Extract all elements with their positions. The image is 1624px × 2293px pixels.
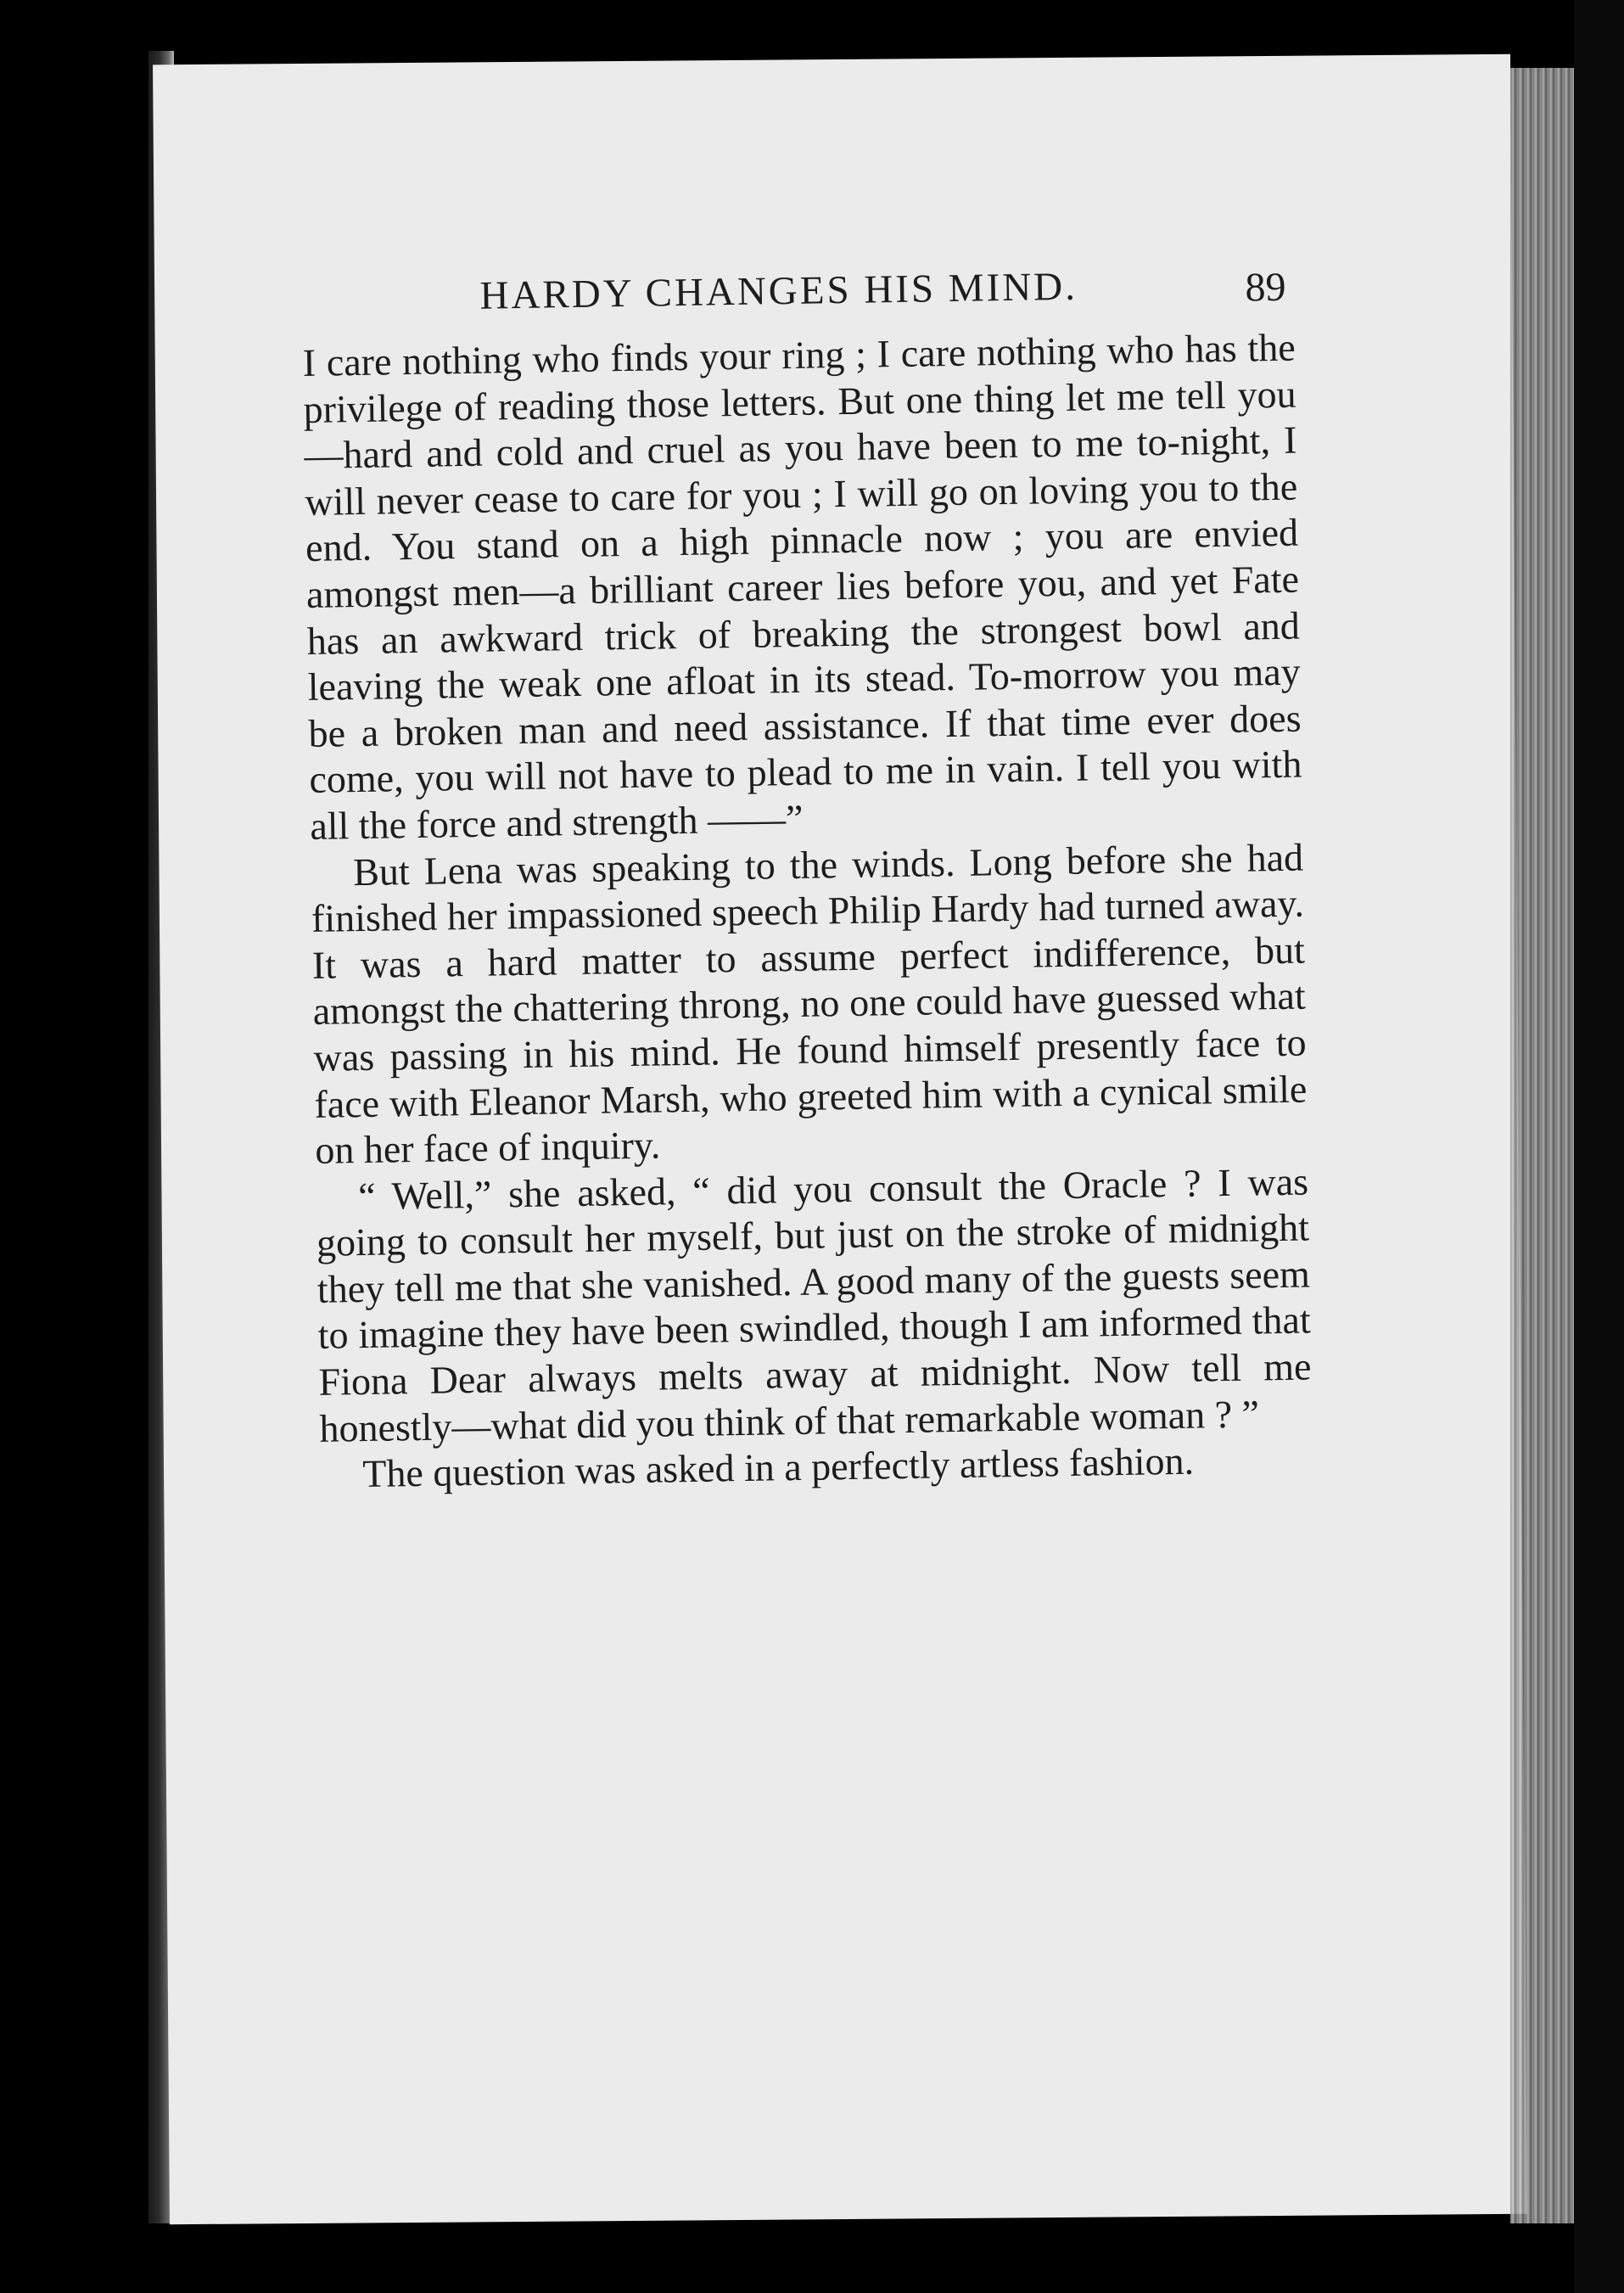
paragraph: But Lena was speaking to the winds. Long before she had finished her impassioned speech Philip Hardy had turned away. It was a hard matter to assume perfect indifference, but amongst the chattering throng, no one could have guessed what was passing in his mind. He found himself presently face to face with Eleanor Marsh, who greeted him with a cynical smile on her face of inquiry. — [311, 835, 1308, 1172]
paragraph: “ Well,” she asked, “ did you consult the Oracle ? I was going to consult her myself, but just on the stroke of midnight they tell me that she vanished. A good many of the guests seem to imagine they have been swindled, though I am informed that Fiona Dear always melts away at midnight. Now tell me honestly—what did you think of that remarkable woman ? ” — [316, 1159, 1312, 1450]
scan-background-left — [0, 0, 148, 2293]
page-edge-stack — [1510, 68, 1574, 2223]
scan-background-right — [1574, 0, 1624, 2293]
running-head-title: HARDY CHANGES HIS MIND. — [479, 264, 1078, 318]
page-content — [301, 252, 1313, 1499]
paragraph-continued: I care nothing who finds your ring ; I care nothing who has the privilege of reading those letters. But one thing let me tell you—hard and cold and cruel as you have been to me to-night, I will never cease to care for you ; I will go on loving you to the end. You stand on a high pinnacle now ; you are envied amongst men—a brilliant career lies before you, and yet Fate has an awkward trick of breaking the strongest bowl and leaving the weak one afloat in its stead. To-morrow you may be a broken man and need assistance. If that time ever does come, you will not have to plead to me in vain. I tell you with all the force and strength ——” — [302, 325, 1302, 848]
running-head — [301, 252, 1295, 335]
paragraph: The question was asked in a perfectly artless fashion. — [361, 1438, 1195, 1496]
body-text — [302, 325, 1313, 1499]
page-number: 89 — [1245, 264, 1286, 311]
